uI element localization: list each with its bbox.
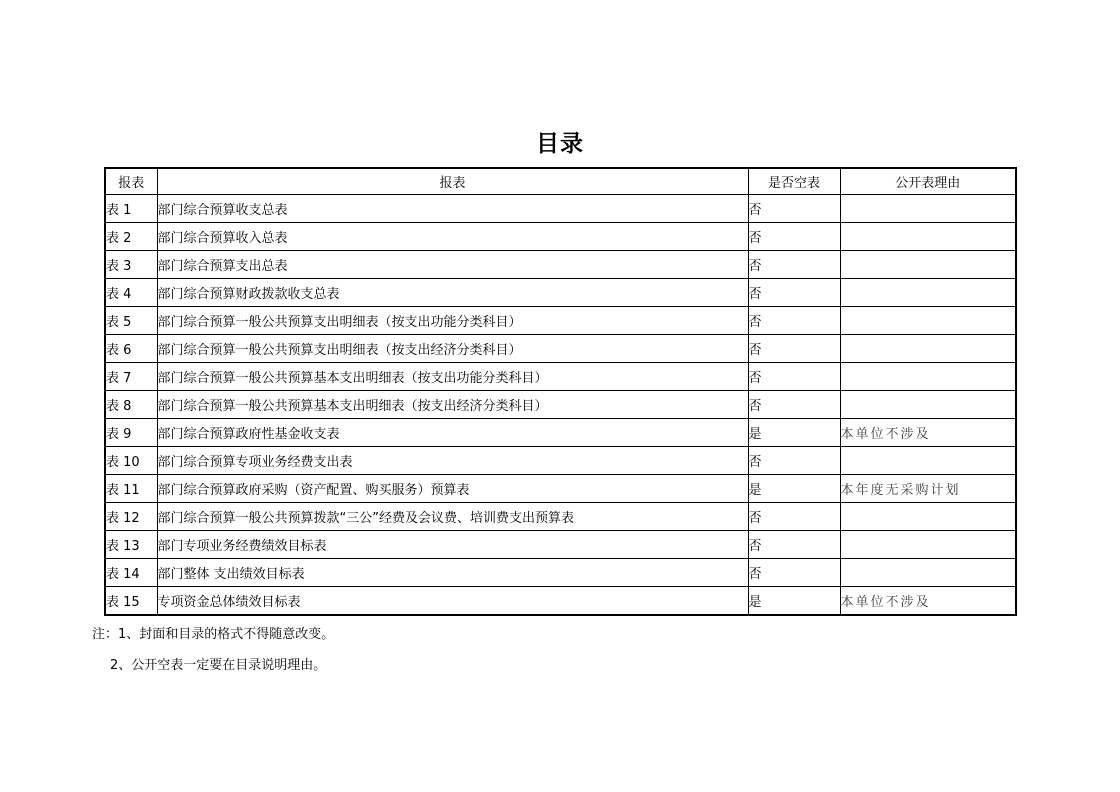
report-name-cell: 部门综合预算一般公共预算基本支出明细表（按支出功能分类科目） [157, 363, 748, 391]
row-id-cell: 表 7 [105, 363, 157, 391]
report-name-cell: 部门综合预算专项业务经费支出表 [157, 447, 748, 475]
reason-cell [840, 195, 1016, 223]
empty-flag-cell: 否 [748, 223, 840, 251]
table-row [105, 419, 1016, 447]
table-row [105, 475, 1016, 503]
reason-cell [840, 223, 1016, 251]
table-row [105, 335, 1016, 363]
empty-flag-cell: 否 [748, 195, 840, 223]
empty-flag-cell: 否 [748, 335, 840, 363]
reason-cell [840, 307, 1016, 335]
table-header-row [105, 168, 1016, 195]
reason-cell: 本单位不涉及 [840, 419, 1016, 447]
report-name-cell: 专项资金总体绩效目标表 [157, 587, 748, 616]
contents-table [104, 167, 1017, 616]
empty-flag-cell: 否 [748, 531, 840, 559]
reason-cell [840, 279, 1016, 307]
row-id-cell: 表 14 [105, 559, 157, 587]
row-id-cell: 表 1 [105, 195, 157, 223]
report-name-cell: 部门综合预算一般公共预算支出明细表（按支出功能分类科目） [157, 307, 748, 335]
col-header-report-id: 报表 [105, 168, 157, 195]
row-id-cell: 表 8 [105, 391, 157, 419]
row-id-cell: 表 11 [105, 475, 157, 503]
empty-flag-cell: 是 [748, 587, 840, 616]
table-row [105, 223, 1016, 251]
empty-flag-cell: 否 [748, 559, 840, 587]
page-title: 目录 [536, 131, 584, 157]
table-row [105, 391, 1016, 419]
row-id-cell: 表 3 [105, 251, 157, 279]
empty-flag-cell: 是 [748, 419, 840, 447]
report-name-cell: 部门综合预算一般公共预算拨款“三公”经费及会议费、培训费支出预算表 [157, 503, 748, 531]
reason-cell [840, 559, 1016, 587]
table-row [105, 447, 1016, 475]
empty-flag-cell: 否 [748, 363, 840, 391]
empty-flag-cell: 否 [748, 279, 840, 307]
row-id-cell: 表 15 [105, 587, 157, 616]
footnotes [92, 627, 992, 673]
table-row [105, 503, 1016, 531]
report-name-cell: 部门综合预算政府采购（资产配置、购买服务）预算表 [157, 475, 748, 503]
row-id-cell: 表 4 [105, 279, 157, 307]
table-row [105, 559, 1016, 587]
reason-cell: 本年度无采购计划 [840, 475, 1016, 503]
empty-flag-cell: 否 [748, 447, 840, 475]
reason-cell [840, 251, 1016, 279]
row-id-cell: 表 9 [105, 419, 157, 447]
reason-cell [840, 335, 1016, 363]
col-header-reason: 公开表理由 [840, 168, 1016, 195]
empty-flag-cell: 否 [748, 307, 840, 335]
table-row [105, 531, 1016, 559]
row-id-cell: 表 5 [105, 307, 157, 335]
row-id-cell: 表 2 [105, 223, 157, 251]
table-row [105, 307, 1016, 335]
table-row [105, 251, 1016, 279]
empty-flag-cell: 否 [748, 503, 840, 531]
report-name-cell: 部门整体 支出绩效目标表 [157, 559, 748, 587]
footnote-1: 注：1、封面和目录的格式不得随意改变。 [92, 627, 335, 642]
reason-cell [840, 531, 1016, 559]
report-name-cell: 部门综合预算一般公共预算基本支出明细表（按支出经济分类科目） [157, 391, 748, 419]
table-row [105, 587, 1016, 616]
reason-cell [840, 391, 1016, 419]
empty-flag-cell: 否 [748, 391, 840, 419]
table-row [105, 195, 1016, 223]
report-name-cell: 部门专项业务经费绩效目标表 [157, 531, 748, 559]
report-name-cell: 部门综合预算收入总表 [157, 223, 748, 251]
report-name-cell: 部门综合预算支出总表 [157, 251, 748, 279]
empty-flag-cell: 否 [748, 251, 840, 279]
row-id-cell: 表 6 [105, 335, 157, 363]
table-row [105, 363, 1016, 391]
col-header-report-name: 报表 [157, 168, 748, 195]
report-name-cell: 部门综合预算收支总表 [157, 195, 748, 223]
report-name-cell: 部门综合预算财政拨款收支总表 [157, 279, 748, 307]
report-name-cell: 部门综合预算政府性基金收支表 [157, 419, 748, 447]
row-id-cell: 表 12 [105, 503, 157, 531]
col-header-empty-flag: 是否空表 [748, 168, 840, 195]
reason-cell [840, 503, 1016, 531]
reason-cell: 本单位不涉及 [840, 587, 1016, 616]
row-id-cell: 表 13 [105, 531, 157, 559]
empty-flag-cell: 是 [748, 475, 840, 503]
row-id-cell: 表 10 [105, 447, 157, 475]
report-name-cell: 部门综合预算一般公共预算支出明细表（按支出经济分类科目） [157, 335, 748, 363]
reason-cell [840, 363, 1016, 391]
table-row [105, 279, 1016, 307]
reason-cell [840, 447, 1016, 475]
footnote-2: 2、公开空表一定要在目录说明理由。 [110, 658, 327, 673]
